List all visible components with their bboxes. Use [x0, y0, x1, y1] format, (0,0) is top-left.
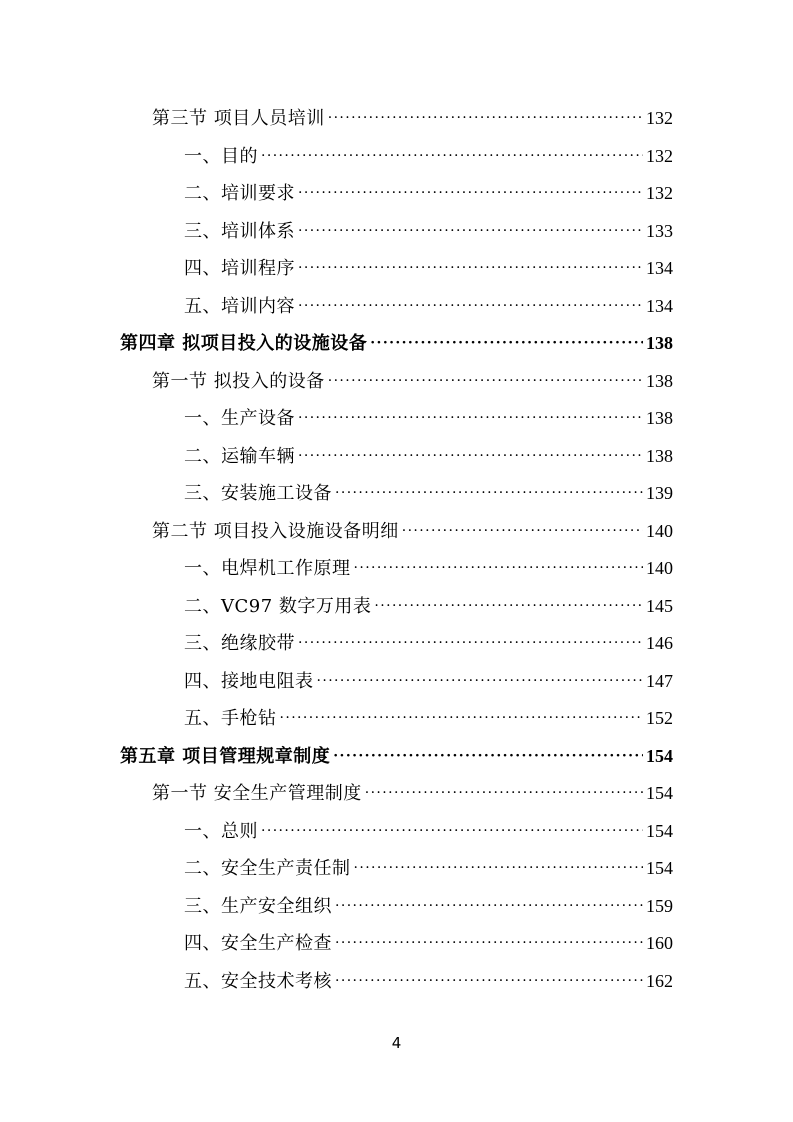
toc-leader-dots	[370, 325, 643, 362]
toc-entry-item[interactable]	[184, 213, 673, 250]
toc-entry-title: 三、生产安全组织	[184, 895, 332, 917]
toc-leader-dots	[354, 850, 644, 887]
toc-leader-dots	[374, 588, 643, 625]
toc-leader-dots	[335, 475, 643, 512]
toc-entry-item[interactable]	[184, 475, 673, 512]
toc-entry-title: 五、手枪钻	[184, 708, 277, 729]
toc-leader-dots	[298, 438, 643, 475]
toc-entry-chapter[interactable]	[120, 325, 673, 362]
toc-leader-dots	[298, 250, 643, 287]
toc-entry-section[interactable]	[152, 775, 673, 812]
toc-entry-title: 四、接地电阻表	[184, 670, 314, 692]
toc-entry-title: 一、总则	[184, 820, 258, 842]
toc-leader-dots	[298, 400, 643, 437]
toc-leader-dots	[261, 138, 643, 175]
toc-entry-page: 154	[646, 858, 673, 878]
toc-leader-dots	[298, 625, 643, 662]
toc-entry-page: 132	[646, 183, 673, 203]
toc-entry-title: 二、安全生产责任制	[184, 858, 351, 879]
toc-entry-page: 133	[646, 220, 673, 241]
toc-leader-dots	[335, 888, 643, 925]
toc-entry-item[interactable]	[184, 288, 673, 325]
toc-leader-dots	[354, 550, 644, 587]
toc-entry-page: 145	[646, 595, 673, 616]
toc-entry-title: 二、培训要求	[184, 183, 295, 204]
toc-entry-item[interactable]	[184, 888, 673, 925]
toc-entry-item[interactable]	[184, 588, 673, 625]
toc-entry-item[interactable]	[184, 138, 673, 175]
toc-entry-title: 三、培训体系	[184, 220, 295, 242]
toc-entry-chapter[interactable]	[120, 738, 673, 775]
toc-entry-title: 一、电焊机工作原理	[184, 558, 351, 579]
toc-entry-page: 162	[646, 970, 673, 991]
toc-entry-title: 第五章 项目管理规章制度	[120, 745, 331, 767]
toc-leader-dots	[402, 513, 643, 550]
toc-leader-dots	[333, 738, 643, 775]
toc-entry-item[interactable]	[184, 438, 673, 475]
toc-entry-page: 138	[646, 445, 673, 466]
toc-entry-item[interactable]	[184, 813, 673, 850]
toc-leader-dots	[365, 775, 643, 812]
toc-entry-item[interactable]	[184, 963, 673, 1000]
toc-entry-page: 134	[646, 258, 673, 278]
toc-entry-page: 160	[646, 933, 673, 953]
toc-entry-page: 154	[646, 745, 673, 766]
toc-entry-page: 134	[646, 295, 673, 316]
toc-entry-page: 152	[646, 708, 673, 728]
toc-entry-title: 二、VC97 数字万用表	[184, 595, 372, 617]
toc-entry-section[interactable]	[152, 363, 673, 400]
toc-leader-dots	[317, 663, 644, 700]
toc-entry-title: 一、生产设备	[184, 408, 295, 429]
toc-leader-dots	[261, 813, 643, 850]
toc-entry-title: 五、培训内容	[184, 295, 295, 317]
toc-entry-item[interactable]	[184, 250, 673, 287]
toc-entry-page: 138	[646, 333, 673, 353]
toc-entry-item[interactable]	[184, 625, 673, 662]
toc-entry-title: 四、安全生产检查	[184, 933, 332, 954]
toc-entry-page: 139	[646, 483, 673, 503]
toc-entry-page: 140	[646, 520, 673, 541]
toc-entry-page: 154	[646, 783, 673, 803]
toc-leader-dots	[298, 213, 643, 250]
toc-leader-dots	[328, 100, 643, 137]
toc-entry-item[interactable]	[184, 175, 673, 212]
toc-entry-page: 132	[646, 108, 673, 128]
toc-entry-title: 三、安装施工设备	[184, 483, 332, 504]
toc-leader-dots	[335, 963, 643, 1000]
toc-entry-item[interactable]	[184, 663, 673, 700]
toc-leader-dots	[280, 700, 644, 737]
toc-entry-page: 132	[646, 145, 673, 166]
toc-entry-title: 第二节 项目投入设施设备明细	[152, 520, 399, 542]
toc-entry-page: 159	[646, 895, 673, 916]
toc-entry-item[interactable]	[184, 925, 673, 962]
toc-entry-page: 147	[646, 670, 673, 691]
toc-leader-dots	[328, 363, 643, 400]
toc-entry-title: 二、运输车辆	[184, 445, 295, 467]
toc-entry-item[interactable]	[184, 400, 673, 437]
toc-entry-title: 第四章 拟项目投入的设施设备	[120, 333, 368, 354]
toc-entry-item[interactable]	[184, 850, 673, 887]
toc-leader-dots	[298, 288, 643, 325]
toc-entry-item[interactable]	[184, 550, 673, 587]
toc-entry-page: 154	[646, 820, 673, 841]
toc-entry-item[interactable]	[184, 700, 673, 737]
page-number: 4	[391, 1034, 402, 1052]
toc-leader-dots	[298, 175, 643, 212]
toc-entry-title: 第三节 项目人员培训	[152, 108, 325, 129]
toc-entry-page: 140	[646, 558, 673, 578]
toc-entry-page: 146	[646, 633, 673, 653]
toc-entry-title: 第一节 安全生产管理制度	[152, 783, 362, 804]
toc-entry-title: 四、培训程序	[184, 258, 295, 279]
toc-entry-title: 五、安全技术考核	[184, 970, 332, 992]
toc-leader-dots	[335, 925, 643, 962]
toc-entry-title: 一、目的	[184, 145, 258, 167]
toc-entry-page: 138	[646, 370, 673, 391]
toc-entry-section[interactable]	[152, 513, 673, 550]
toc-entry-title: 三、绝缘胶带	[184, 633, 295, 654]
toc-entry-title: 第一节 拟投入的设备	[152, 370, 325, 392]
toc-entry-section[interactable]	[152, 100, 673, 137]
toc-entry-page: 138	[646, 408, 673, 428]
